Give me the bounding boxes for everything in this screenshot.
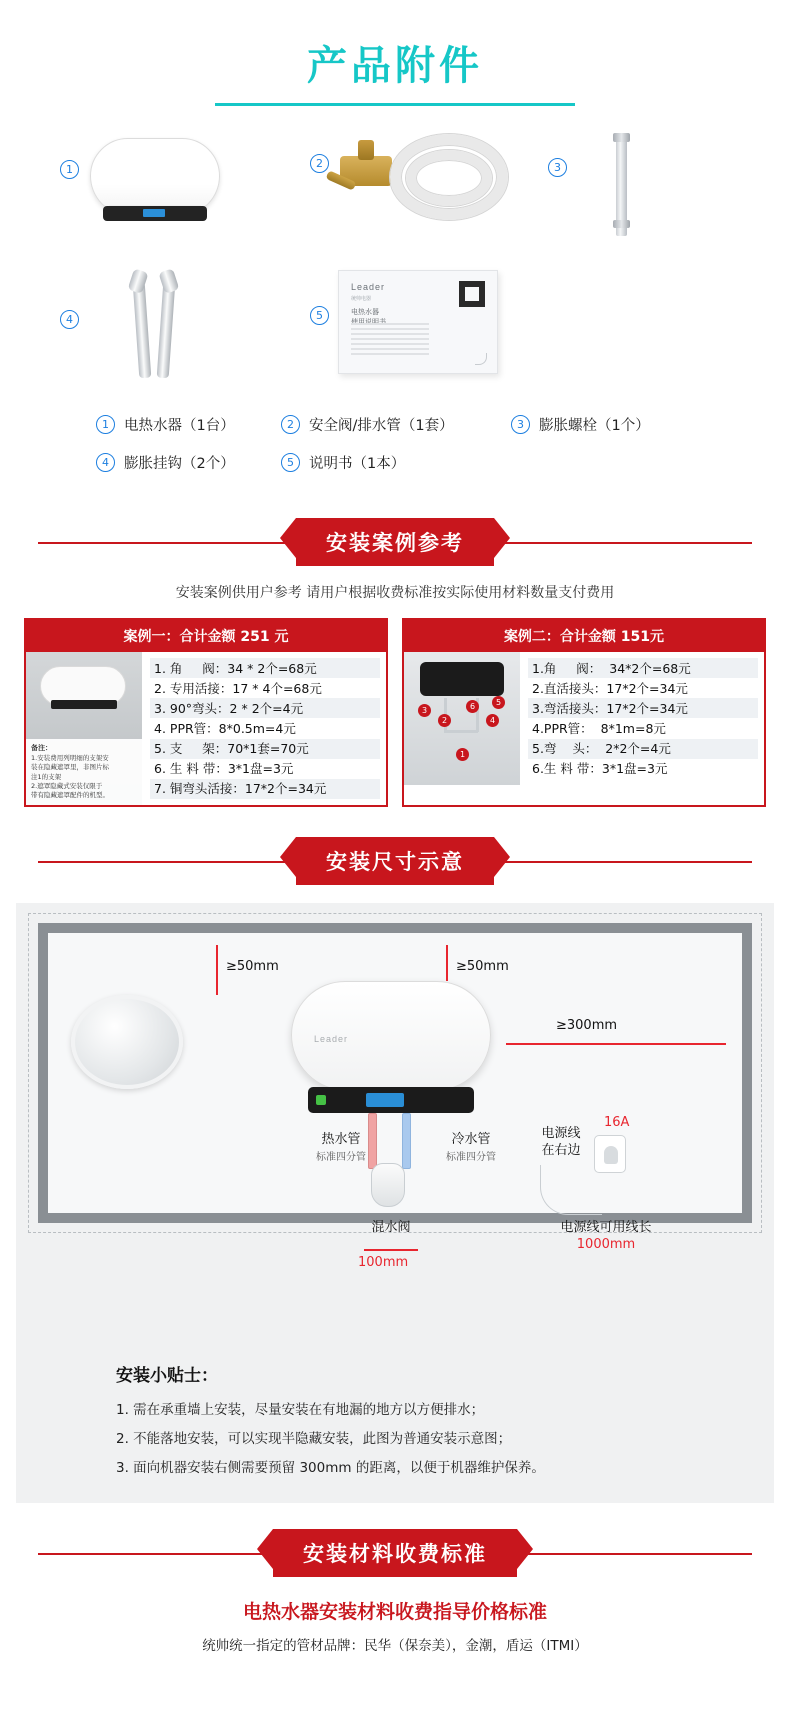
- heater-brand-label: Leader: [314, 1033, 349, 1044]
- fee-section-header: [0, 1529, 790, 1577]
- mixer-label: 混水阀: [371, 1219, 411, 1235]
- legend-item-3: [511, 414, 650, 435]
- installation-diagram: [16, 903, 774, 1503]
- case-2-body: [404, 652, 764, 785]
- case-1-note-title: 备注：: [31, 744, 52, 753]
- tips-title: 安装小贴士：: [116, 1365, 218, 1386]
- dim-arrow-right-side: [506, 1043, 726, 1045]
- legend-item-2: [281, 414, 511, 435]
- case-1-note-line-2: 装在隐藏遮罩里，非图片标: [31, 763, 109, 772]
- accessories-legend: [0, 410, 790, 473]
- legend-label-2: 安全阀/排水管（1套）: [309, 418, 454, 434]
- accessory-image-3: [548, 130, 668, 250]
- cold-pipe-label: [416, 1131, 526, 1166]
- case-section: [0, 490, 790, 807]
- accessory-image-5: [310, 262, 530, 392]
- accessory-badge-2: 2: [310, 154, 329, 173]
- dim-label-mixer-width: 100mm: [358, 1254, 409, 1270]
- photo-badge-5: 5: [492, 696, 505, 709]
- title-underline: [215, 103, 575, 106]
- expansion-hook-icon-2: [157, 282, 176, 379]
- bolt-nut: [613, 220, 630, 228]
- case-2-row: 2.直活接头：17*2个=34元: [532, 680, 688, 696]
- socket-amp-label: 16A: [604, 1114, 630, 1130]
- tip-line: 1. 需在承重墙上安装，尽量安装在有地漏的地方以方便排水；: [116, 1401, 485, 1418]
- legend-badge-3: 3: [511, 415, 530, 434]
- manual-brand-cn: 统帅电器: [351, 296, 372, 302]
- case-1-note: [26, 739, 142, 805]
- photo-heater-icon: [40, 666, 126, 706]
- case-1-row: 4. PPR管：8*0.5m=4元: [154, 720, 296, 736]
- photo-badge-3: 3: [418, 704, 431, 717]
- case-1-note-line-3: 注1的支架: [31, 772, 62, 781]
- legend-label-1: 电热水器（1台）: [124, 418, 235, 434]
- installation-tips: [116, 1361, 734, 1485]
- manual-text-lines: [351, 323, 429, 358]
- dimension-section-header: [0, 837, 790, 885]
- cold-water-pipe: [402, 1113, 411, 1169]
- case-2-row: 3.弯活接头：17*2个=34元: [528, 698, 758, 718]
- cord-length-label: [516, 1219, 696, 1254]
- valve-neck: [358, 140, 374, 160]
- case-2-row: 4.PPR管： 8*1m=8元: [532, 720, 666, 736]
- tip-line: 2. 不能落地安装，可以实现半隐藏安装，此图为普通安装示意图；: [116, 1430, 512, 1447]
- accessory-image-2: [310, 132, 510, 252]
- accessory-badge-1: 1: [60, 160, 79, 179]
- photo-pipe-bottom: [444, 730, 478, 733]
- hook-tip: [128, 268, 149, 294]
- bolt-head: [613, 133, 630, 142]
- case-2-row: 1.角 阀： 34*2个=68元: [528, 658, 758, 678]
- case-1-row: 2. 专用活接：17 * 4个=68元: [154, 680, 322, 696]
- photo-heater-panel: [51, 700, 117, 709]
- legend-item-5: [281, 452, 405, 473]
- case-1-row: 6. 生 料 带：3*1盘=3元: [154, 761, 294, 777]
- fee-title: 电热水器安装材料收费指导价格标准: [242, 1600, 547, 1623]
- legend-label-3: 膨胀螺栓（1个）: [539, 418, 650, 434]
- legend-badge-1: 1: [96, 415, 115, 434]
- cold-pipe-sub-text: 标准四分管: [446, 1152, 496, 1164]
- heater-display-panel: [103, 206, 207, 221]
- case-1-list: [142, 652, 386, 805]
- fee-section: [0, 1503, 790, 1672]
- case-1-row: 1. 角 阀：34 * 2个=68元: [150, 658, 380, 678]
- power-line-label: 电源线 在右边: [541, 1125, 581, 1159]
- case-1-title: 案例一：合计金额 251 元: [26, 620, 386, 652]
- wall-heater-icon: [291, 981, 491, 1091]
- legend-badge-2: 2: [281, 415, 300, 434]
- case-1-note-line-1: 1.安装费用列明细的支架安: [31, 753, 109, 762]
- manual-page-corner: [475, 353, 487, 365]
- case-section-description: 安装案例供用户参考 请用户根据收费标准按实际使用材料数量支付费用: [175, 585, 615, 601]
- cord-length-title: 电源线可用线长: [560, 1219, 652, 1235]
- water-heater-icon: [90, 138, 220, 216]
- case-2-list: [520, 652, 764, 785]
- case-section-header: [0, 518, 790, 566]
- fee-section-heading: 安装材料收费标准: [273, 1529, 517, 1577]
- panel-indicator: [316, 1095, 326, 1105]
- power-cord: [540, 1165, 602, 1215]
- fee-subtitle: 统帅统一指定的管材品牌：民华（保奈美），金潮，盾运（ITMI）: [202, 1637, 588, 1654]
- case-1-row: 7. 铜弯头活接：17*2个=34元: [150, 779, 380, 799]
- panel-display: [366, 1093, 404, 1107]
- accessory-badge-4: 4: [60, 310, 79, 329]
- manual-brand: Leader: [351, 282, 386, 292]
- dim-label-right-side: ≥300mm: [556, 1017, 618, 1033]
- case-cards: [0, 618, 790, 807]
- case-1-photo: [26, 652, 142, 805]
- photo-heater-panel-icon: [420, 662, 504, 696]
- qr-code-icon: [459, 281, 485, 307]
- legend-row-2: [96, 452, 790, 473]
- photo-badge-1: 1: [456, 748, 469, 761]
- cold-pipe-label-text: 冷水管: [451, 1131, 491, 1147]
- case-2-photo: [404, 652, 520, 785]
- photo-badge-6: 6: [466, 700, 479, 713]
- case-1-body: [26, 652, 386, 805]
- case-2-row: 6.生 料 带：3*1盘=3元: [532, 761, 668, 777]
- dim-arrow-mixer: [364, 1249, 418, 1251]
- legend-label-4: 膨胀挂钩（2个）: [124, 456, 235, 472]
- case-1-note-line-5: 带有隐藏遮罩配件的机型。: [31, 791, 109, 800]
- case-1-row: 3. 90°弯头：2 * 2个=4元: [150, 698, 380, 718]
- accessory-image-1: [60, 138, 260, 248]
- dim-arrow-right-top: [446, 945, 448, 981]
- dimension-section: [0, 807, 790, 1503]
- manual-booklet-icon: [338, 270, 498, 374]
- legend-row-1: [96, 414, 790, 435]
- photo-badge-2: 2: [438, 714, 451, 727]
- hot-pipe-label: [286, 1131, 396, 1166]
- legend-badge-5: 5: [281, 453, 300, 472]
- wall-heater-panel: [308, 1087, 474, 1113]
- hot-pipe-label-text: 热水管: [321, 1131, 361, 1147]
- mirror-icon: [71, 995, 183, 1089]
- legend-badge-4: 4: [96, 453, 115, 472]
- case-1-note-line-4: 2.遮罩隐藏式安装仅限于: [31, 782, 103, 791]
- expansion-bolt-icon: [616, 140, 627, 236]
- expansion-hook-icon: [133, 282, 152, 379]
- legend-item-1: [96, 414, 281, 435]
- hook-tip-2: [158, 268, 179, 294]
- accessory-badge-3: 3: [548, 158, 567, 177]
- dim-label-left-top: ≥50mm: [226, 958, 279, 974]
- photo-badge-4: 4: [486, 714, 499, 727]
- tip-line: 3. 面向机器安装右侧需要预留 300mm 的距离，以便于机器维护保养。: [116, 1459, 545, 1476]
- manual-title: 电热水器: [351, 309, 379, 316]
- legend-label-5: 说明书（1本）: [309, 456, 406, 472]
- dim-arrow-left-top: [216, 945, 218, 995]
- case-2-row: 5.弯 头： 2*2个=4元: [528, 739, 758, 759]
- dim-label-right-top: ≥50mm: [456, 958, 509, 974]
- accessory-image-4: [60, 268, 260, 398]
- case-card-1: [24, 618, 388, 807]
- socket-hole: [604, 1146, 618, 1164]
- accessories-illustrations: [0, 120, 790, 410]
- heater-display-digits: [143, 209, 165, 217]
- cord-length-value: 1000mm: [576, 1237, 636, 1253]
- accessory-badge-5: 5: [310, 306, 329, 325]
- hot-pipe-sub-text: 标准四分管: [316, 1152, 366, 1164]
- case-2-title: 案例二：合计金额 151元: [404, 620, 764, 652]
- case-card-2: [402, 618, 766, 807]
- drain-hose-inner: [406, 150, 492, 206]
- case-1-row: 5. 支 架：70*1套=70元: [150, 739, 380, 759]
- mixer-valve-icon: [371, 1163, 405, 1207]
- dimension-section-heading: 安装尺寸示意: [296, 837, 494, 885]
- accessories-title: 产品附件: [307, 43, 483, 89]
- case-section-heading: 安装案例参考: [296, 518, 494, 566]
- legend-item-4: [96, 452, 281, 473]
